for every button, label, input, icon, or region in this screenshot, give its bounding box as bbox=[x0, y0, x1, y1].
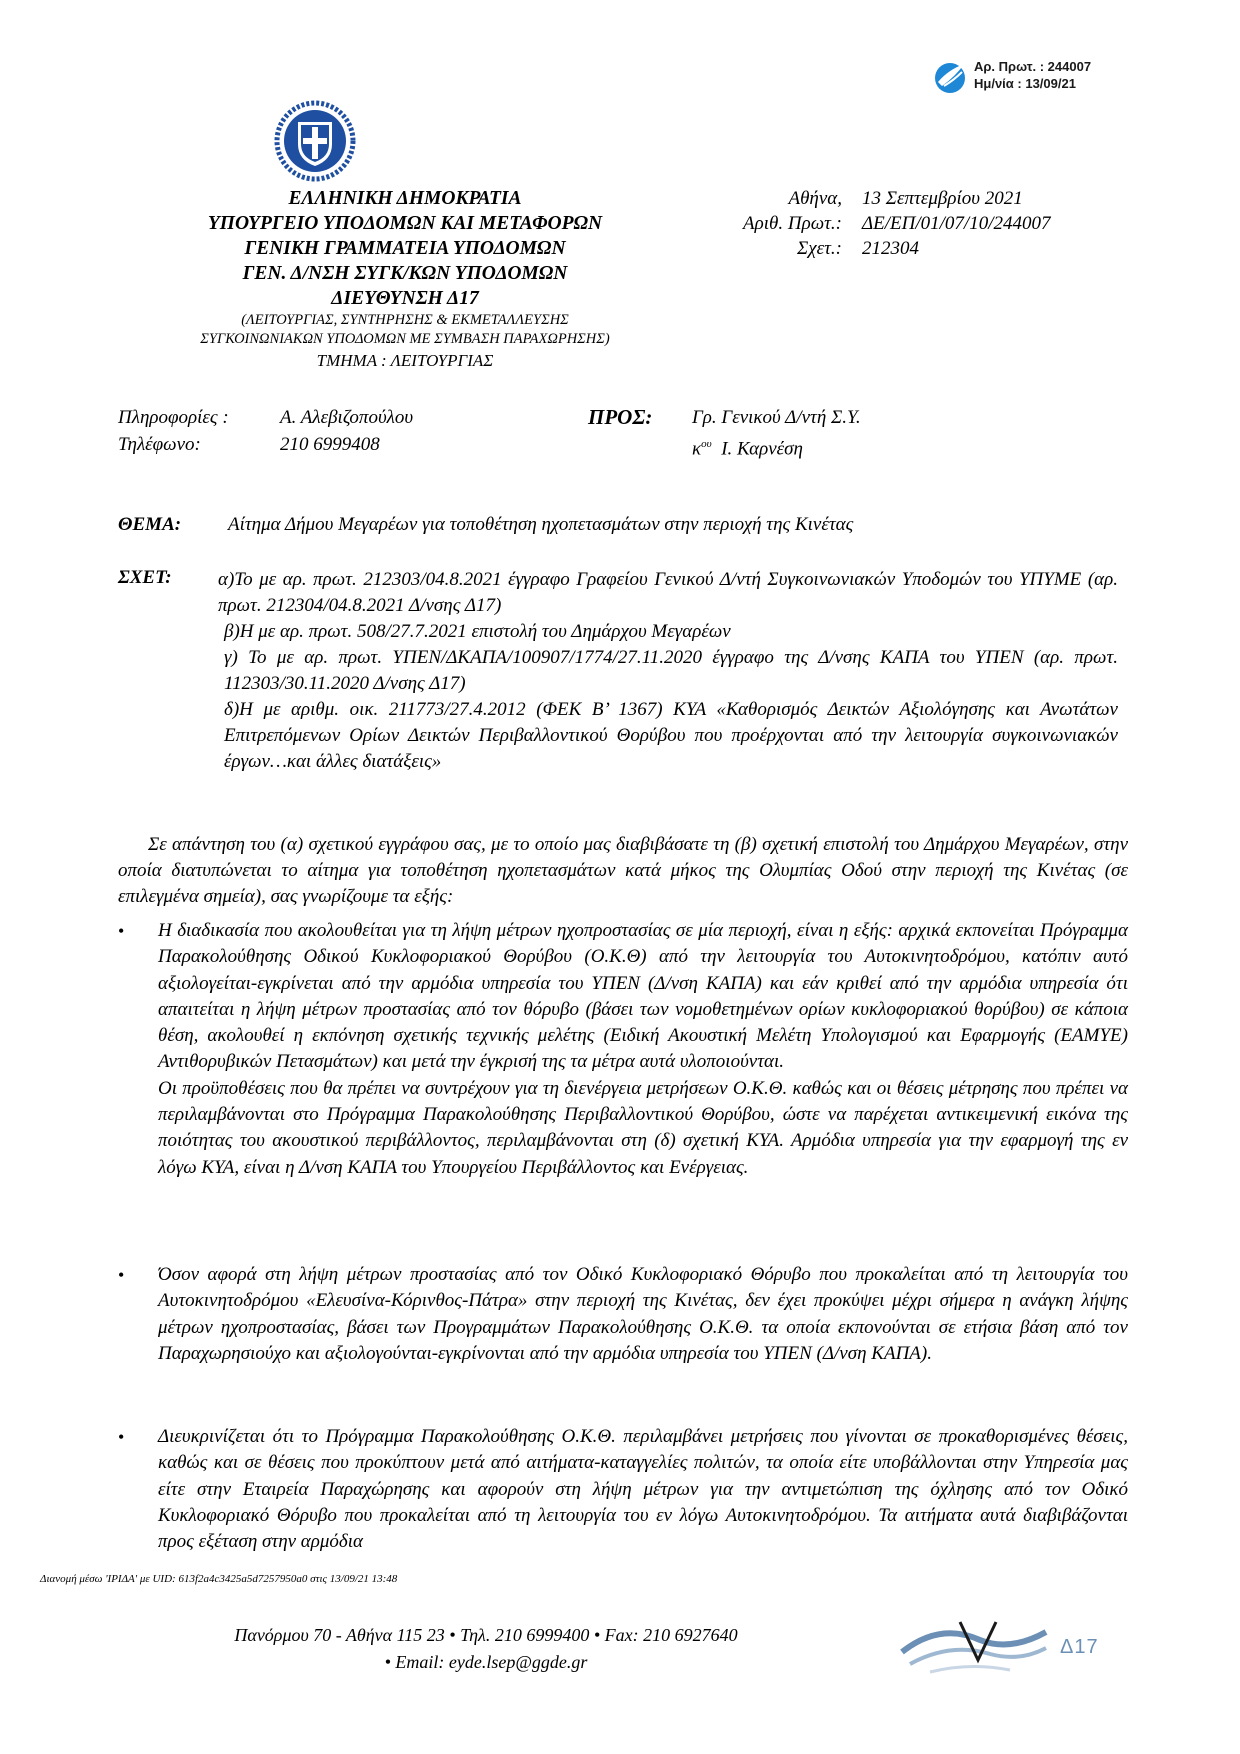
info-value: Α. Αλεβιζοπούλου bbox=[280, 407, 414, 428]
list-item bbox=[118, 918, 1128, 1181]
org-line: ΣΥΓΚΟΙΝΩΝΙΑΚΩΝ ΥΠΟΔΟΜΩΝ ΜΕ ΣΥΜΒΑΣΗ ΠΑΡΑΧΩΡΗΣΗΣ) bbox=[200, 331, 610, 347]
stamp-logo-icon bbox=[930, 56, 970, 96]
paragraph: Διευκρινίζεται ότι το Πρόγραμμα Παρακολούθησης Ο.Κ.Θ. περιλαμβάνει μετρήσεις που γίνονται σε προκαθορισμένες θέσεις, καθώς και σε θέσεις που προκύπτουν μετά από αιτήματα-καταγγελίες πολιτών, τα οποία είτε υποβάλλονται στην Υπηρεσία μας είτε στην Εταιρεία Παραχώρησης και αφορούν στη λήψη μέτρων για την αντιμετώπιση της όχλησης από τον Οδικό Κυκλοφοριακό Θόρυβο που προκαλείται από τη λειτουργία του εν λόγω Αυτοκινητοδρόμου. Τα αιτήματα αυτά διαβιβάζονται προς εξέταση στην αρμόδια bbox=[158, 1426, 1128, 1553]
document-date: 13 Σεπτεμβρίου 2021 bbox=[862, 188, 1023, 209]
related-label: Σχετ.: bbox=[796, 238, 842, 259]
recipient-line: Γρ. Γενικού Δ/ντή Σ.Υ. bbox=[692, 407, 861, 428]
org-line: ΔΙΕΥΘΥΝΣΗ Δ17 bbox=[331, 288, 479, 309]
d17-logo-icon bbox=[900, 1612, 1050, 1678]
greek-emblem-icon bbox=[274, 100, 356, 182]
list-item bbox=[118, 1262, 1128, 1367]
references bbox=[218, 567, 1118, 775]
subject bbox=[118, 512, 1128, 538]
footer-line: Πανόρμου 70 - Αθήνα 115 23 • Τηλ. 210 6999400 • Fax: 210 6927640 bbox=[234, 1625, 738, 1645]
bullet-icon: • bbox=[118, 1265, 125, 1285]
references-label: ΣΧΕΤ: bbox=[118, 567, 172, 588]
organization-header bbox=[120, 186, 690, 372]
subject-text: Αίτημα Δήμου Μεγαρέων για τοποθέτηση ηχοπετασμάτων στην περιοχή της Κινέτας bbox=[228, 514, 854, 535]
document-meta bbox=[690, 186, 1150, 261]
paragraph: Όσον αφορά στη λήψη μέτρων προστασίας από τον Οδικό Κυκλοφοριακό Θόρυβο που προκαλείται από τη λειτουργία του Αυτοκινητοδρόμου «Ελευσίνα-Κόρινθος-Πάτρα» στην περιοχή της Κινέτας, δεν έχει προκύψει μέχρι σήμερα η ανάγκη λήψης μέτρων ηχοπροστασίας, βάσει των Προγραμμάτων Παρακολούθησης Ο.Κ.Θ. τα οποία εκπονούνται σε ετήσια βάση από τον Παραχωρησιούχο και αξιολογούνται-εγκρίνονται από την αρμόδια υπηρεσία του ΥΠΕΝ (Δ/νση ΚΑΠΑ). bbox=[158, 1264, 1128, 1364]
reference-item: β)Η με αρ. πρωτ. 508/27.7.2021 επιστολή του Δημάρχου Μεγαρέων bbox=[224, 621, 731, 642]
reference-item: γ) Το με αρ. πρωτ. ΥΠΕΝ/ΔΚΑΠΑ/100907/1774/27.11.2020 έγγραφο της Δ/νσης ΚΑΠΑ του ΥΠΕΝ (αρ. πρωτ. 112303/30.11.2020 Δ/νσης Δ17) bbox=[224, 647, 1118, 694]
org-department: ΤΜΗΜΑ : ΛΕΙΤΟΥΡΓΙΑΣ bbox=[316, 351, 494, 370]
bullet-icon: • bbox=[118, 921, 125, 941]
org-line: ΥΠΟΥΡΓΕΙΟ ΥΠΟΔΟΜΩΝ ΚΑΙ ΜΕΤΑΦΟΡΩΝ bbox=[207, 213, 603, 234]
org-line: ΓΕΝ. Δ/ΝΣΗ ΣΥΓΚ/ΚΩΝ ΥΠΟΔΟΜΩΝ bbox=[242, 263, 568, 284]
info-label: Πληροφορίες : bbox=[118, 407, 229, 428]
phone-label: Τηλέφωνο: bbox=[118, 434, 201, 455]
paragraph: Η διαδικασία που ακολουθείται για τη λήψη μέτρων ηχοπροστασίας σε μία περιοχή, είναι η εξής: αρχικά εκπονείται Πρόγραμμα Παρακολούθησης Οδικού Κυκλοφοριακού Θορύβου (Ο.Κ.Θ) από την λειτουργία του Αυτοκινητοδρόμου, κατόπιν αυτό αξιολογείται-εγκρίνεται από την αρμόδια υπηρεσία του ΥΠΕΝ (Δ/νση ΚΑΠΑ) και εάν κριθεί από την αρμόδια υπηρεσία ότι απαιτείται η λήψη μέτρων προστασίας από τον θόρυβο (βάσει των νομοθετημένων ορίων κυκλοφοριακού θορύβου) σε κάποια θέση, ακολουθεί η εκπόνηση σχετικής τεχνικής μελέτης (Ειδική Ακουστική Μελέτη Υπολογισμού και Εφαρμογής (ΕΑΜΥΕ) Αντιθορυβικών Πετασμάτων) και μετά την έγκρισή της τα μέτρα αυτά υλοποιούνται. bbox=[158, 920, 1128, 1073]
related-number: 212304 bbox=[862, 238, 919, 259]
contact-info bbox=[118, 404, 413, 458]
recipient-block bbox=[588, 404, 1008, 464]
place-label: Αθήνα, bbox=[788, 188, 842, 209]
stamp-date: Ημ/νία : 13/09/21 bbox=[974, 76, 1076, 91]
recipient-label: ΠΡΟΣ: bbox=[588, 405, 653, 429]
recipient-line: $\kappa^{o\upsilon}$ Ι. Καρνέση bbox=[692, 438, 803, 460]
org-line: (ΛΕΙΤΟΥΡΓΙΑΣ, ΣΥΝΤΗΡΗΣΗΣ & ΕΚΜΕΤΑΛΛΕΥΣΗΣ bbox=[241, 312, 569, 328]
d17-logo bbox=[900, 1612, 1130, 1678]
list-item bbox=[118, 1424, 1128, 1555]
org-line: ΕΛΛΗΝΙΚΗ ΔΗΜΟΚΡΑΤΙΑ bbox=[288, 188, 522, 209]
bullet-icon: • bbox=[118, 1427, 125, 1447]
paragraph: Οι προϋποθέσεις που θα πρέπει να συντρέχουν για τη διενέργεια μετρήσεων Ο.Κ.Θ. καθώς και οι θέσεις μέτρησης που πρέπει να περιλαμβάνονται στο Πρόγραμμα Παρακολούθησης Περιβαλλοντικού Θορύβου, ώστε να παρέχεται αντικειμενική εικόνα της ποιότητας του ακουστικού περιβάλλοντος, περιλαμβάνονται στη (δ) σχετική ΚΥΑ. Αρμόδια υπηρεσία για την εφαρμογή της εν λόγω ΚΥΑ, είναι η Δ/νση ΚΑΠΑ του Υπουργείου Περιβάλλοντος και Ενέργειας. bbox=[158, 1077, 1128, 1178]
d17-logo-label: Δ17 bbox=[1060, 1636, 1099, 1658]
footer-address bbox=[176, 1622, 796, 1676]
subject-label: ΘΕΜΑ: bbox=[118, 514, 182, 535]
protocol-number: ΔΕ/ΕΠ/01/07/10/244007 bbox=[862, 213, 1051, 234]
intro-paragraph: Σε απάντηση του (α) σχετικού εγγράφου σας, με το οποίο μας διαβιβάσατε τη (β) σχετική επιστολή του Δημάρχου Μεγαρέων, στην οποία διατυπώνεται το αίτημα για τοποθέτηση ηχοπετασμάτων κατά μήκος της Ολυμπίας Οδού στην περιοχή της Κινέτας (σε επιλεγμένα σημεία), σας γνωρίζουμε τα εξής: bbox=[118, 834, 1128, 907]
org-line: ΓΕΝΙΚΗ ΓΡΑΜΜΑΤΕΙΑ ΥΠΟΔΟΜΩΝ bbox=[244, 238, 566, 259]
distribution-note: Διανομή μέσω 'ΙΡΙΔΑ' με UID: 613f2a4c3425a5d7257950a0 στις 13/09/21 13:48 bbox=[40, 1573, 398, 1585]
phone-value: 210 6999408 bbox=[280, 434, 380, 455]
footer-line: • Email: eyde.lsep@ggde.gr bbox=[384, 1652, 588, 1672]
reference-item: α)Το με αρ. πρωτ. 212303/04.8.2021 έγγραφο Γραφείου Γενικού Δ/ντή Συγκοινωνιακών Υποδομών του ΥΠΥΜΕ (αρ. πρωτ. 212304/04.8.2021 Δ/νσης Δ17) bbox=[218, 569, 1118, 616]
protocol-stamp bbox=[930, 54, 1130, 104]
protocol-label: Αριθ. Πρωτ.: bbox=[743, 213, 842, 234]
reference-item: δ)Η με αριθμ. οικ. 211773/27.4.2012 (ΦΕΚ Β’ 1367) ΚΥΑ «Καθορισμός Δεικτών Αξιολόγησης και Ανωτάτων Επιτρεπόμενων Ορίων Δεικτών Περιβαλλοντικού Θορύβου που προέρχονται από την λειτουργία συγκοινωνιακών έργων…και άλλες διατάξεις» bbox=[224, 699, 1118, 772]
stamp-protocol: Αρ. Πρωτ. : 244007 bbox=[974, 59, 1092, 74]
